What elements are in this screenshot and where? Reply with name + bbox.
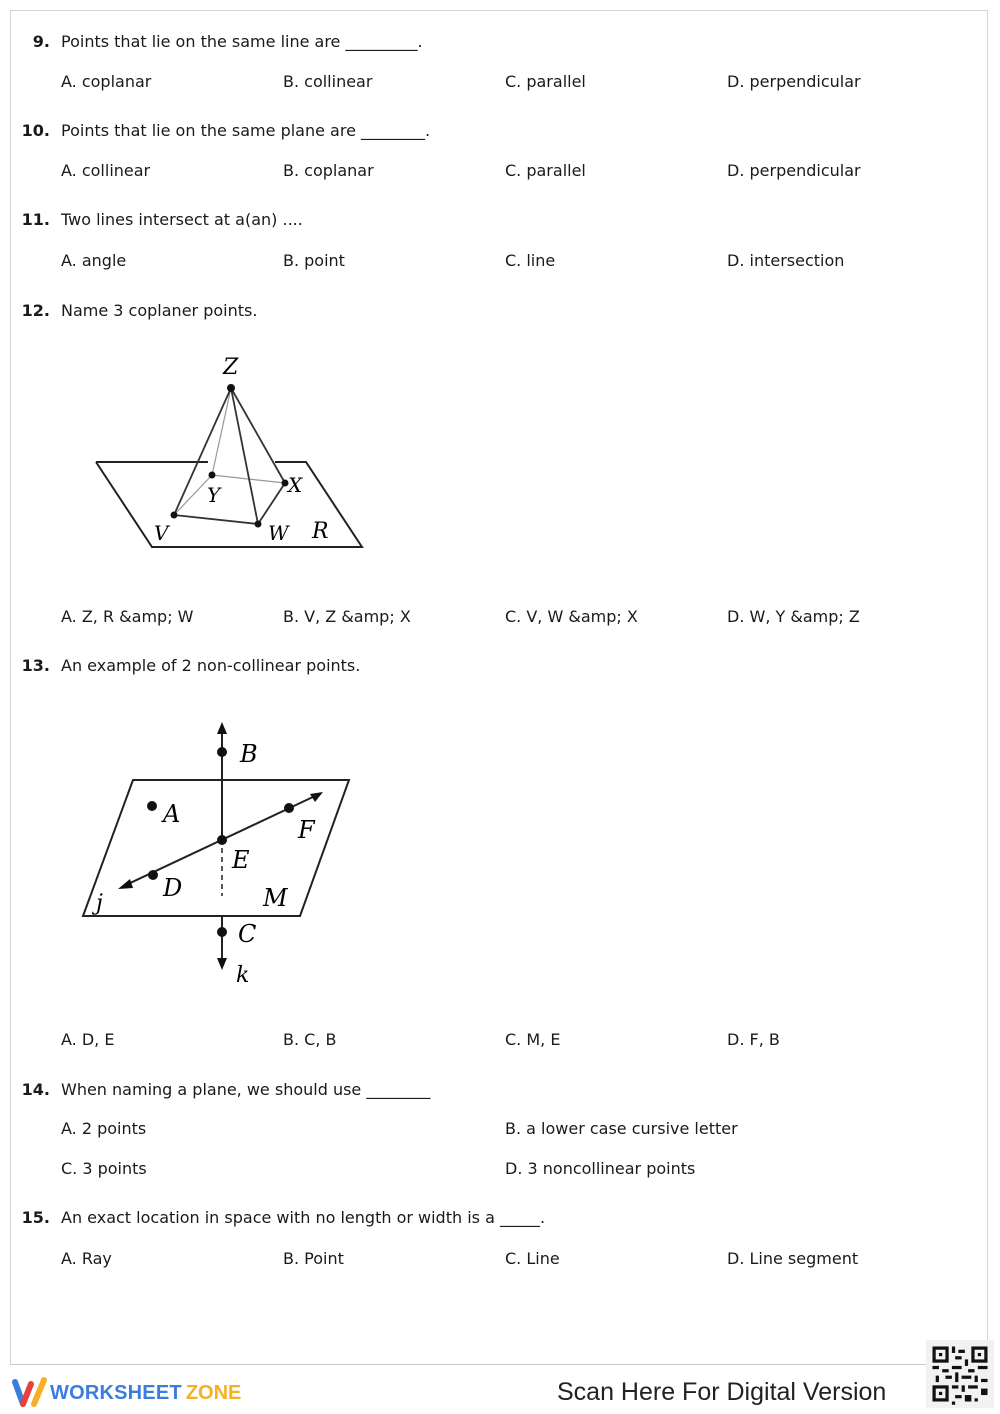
brand-name-part1: WORKSHEET: [50, 1381, 182, 1404]
option-c[interactable]: C. line: [505, 251, 556, 270]
svg-text:Y: Y: [207, 483, 221, 507]
option-c[interactable]: C. parallel: [505, 161, 586, 180]
option-c[interactable]: C. V, W &amp; X: [505, 607, 638, 626]
svg-text:R: R: [312, 519, 329, 544]
option-a[interactable]: A. Z, R &amp; W: [61, 607, 194, 626]
svg-text:F: F: [298, 816, 315, 844]
option-c[interactable]: C. parallel: [505, 72, 586, 91]
option-d[interactable]: D. intersection: [727, 251, 845, 270]
question-text: Two lines intersect at a(an) ....: [61, 210, 303, 229]
question-number: 13.: [21, 656, 50, 675]
question-number: 14.: [21, 1080, 50, 1099]
option-a[interactable]: A. D, E: [61, 1030, 115, 1049]
svg-text:D: D: [163, 874, 183, 902]
question-text: An example of 2 non-collinear points.: [61, 656, 361, 675]
option-a[interactable]: A. collinear: [61, 161, 151, 180]
question-text: When naming a plane, we should use ________: [61, 1080, 431, 1099]
option-b[interactable]: B. Point: [283, 1249, 344, 1268]
option-b[interactable]: B. V, Z &amp; X: [283, 607, 411, 626]
option-d[interactable]: D. W, Y &amp; Z: [727, 607, 860, 626]
option-b[interactable]: B. collinear: [283, 72, 373, 91]
svg-text:A: A: [163, 800, 181, 828]
svg-text:E: E: [232, 846, 250, 874]
svg-text:Z: Z: [223, 355, 239, 380]
option-d[interactable]: D. F, B: [727, 1030, 780, 1049]
brand-name-part2: ZONE: [185, 1381, 242, 1404]
question-number: 10.: [21, 121, 50, 140]
option-a[interactable]: A. Ray: [61, 1249, 112, 1268]
question-number: 15.: [21, 1208, 50, 1227]
question-number: 9.: [32, 32, 50, 51]
svg-text:V: V: [154, 521, 169, 545]
svg-text:k: k: [236, 963, 250, 988]
question-text: Name 3 coplaner points.: [61, 301, 258, 320]
option-b[interactable]: B. point: [283, 251, 345, 270]
option-a[interactable]: A. coplanar: [61, 72, 152, 91]
option-a[interactable]: A. angle: [61, 251, 127, 270]
option-c[interactable]: C. 3 points: [61, 1159, 147, 1178]
svg-text:C: C: [238, 920, 257, 948]
option-b[interactable]: B. C, B: [283, 1030, 337, 1049]
question-number: 11.: [21, 210, 50, 229]
lines-plane-figure: [60, 700, 380, 1000]
qr-code-icon[interactable]: [926, 1340, 994, 1408]
logo-w-icon: [10, 1376, 50, 1410]
pyramid-plane-figure: [60, 340, 380, 560]
option-d[interactable]: D. 3 noncollinear points: [505, 1159, 696, 1178]
question-text: Points that lie on the same plane are ________.: [61, 121, 431, 140]
option-d[interactable]: D. Line segment: [727, 1249, 859, 1268]
question-text: Points that lie on the same line are _________.: [61, 32, 423, 51]
svg-text:M: M: [263, 884, 288, 912]
svg-text:X: X: [288, 473, 303, 497]
question-number: 12.: [21, 301, 50, 320]
scan-prompt: Scan Here For Digital Version: [557, 1378, 887, 1406]
question-text: An exact location in space with no length or width is a _____.: [61, 1208, 546, 1227]
option-a[interactable]: A. 2 points: [61, 1119, 147, 1138]
option-d[interactable]: D. perpendicular: [727, 72, 861, 91]
svg-text:W: W: [268, 521, 289, 545]
svg-text:B: B: [240, 740, 258, 768]
svg-text:j: j: [96, 891, 103, 916]
option-b[interactable]: B. coplanar: [283, 161, 374, 180]
option-c[interactable]: C. M, E: [505, 1030, 561, 1049]
option-c[interactable]: C. Line: [505, 1249, 560, 1268]
option-b[interactable]: B. a lower case cursive letter: [505, 1119, 738, 1138]
option-d[interactable]: D. perpendicular: [727, 161, 861, 180]
worksheetzone-logo[interactable]: [10, 1376, 241, 1410]
